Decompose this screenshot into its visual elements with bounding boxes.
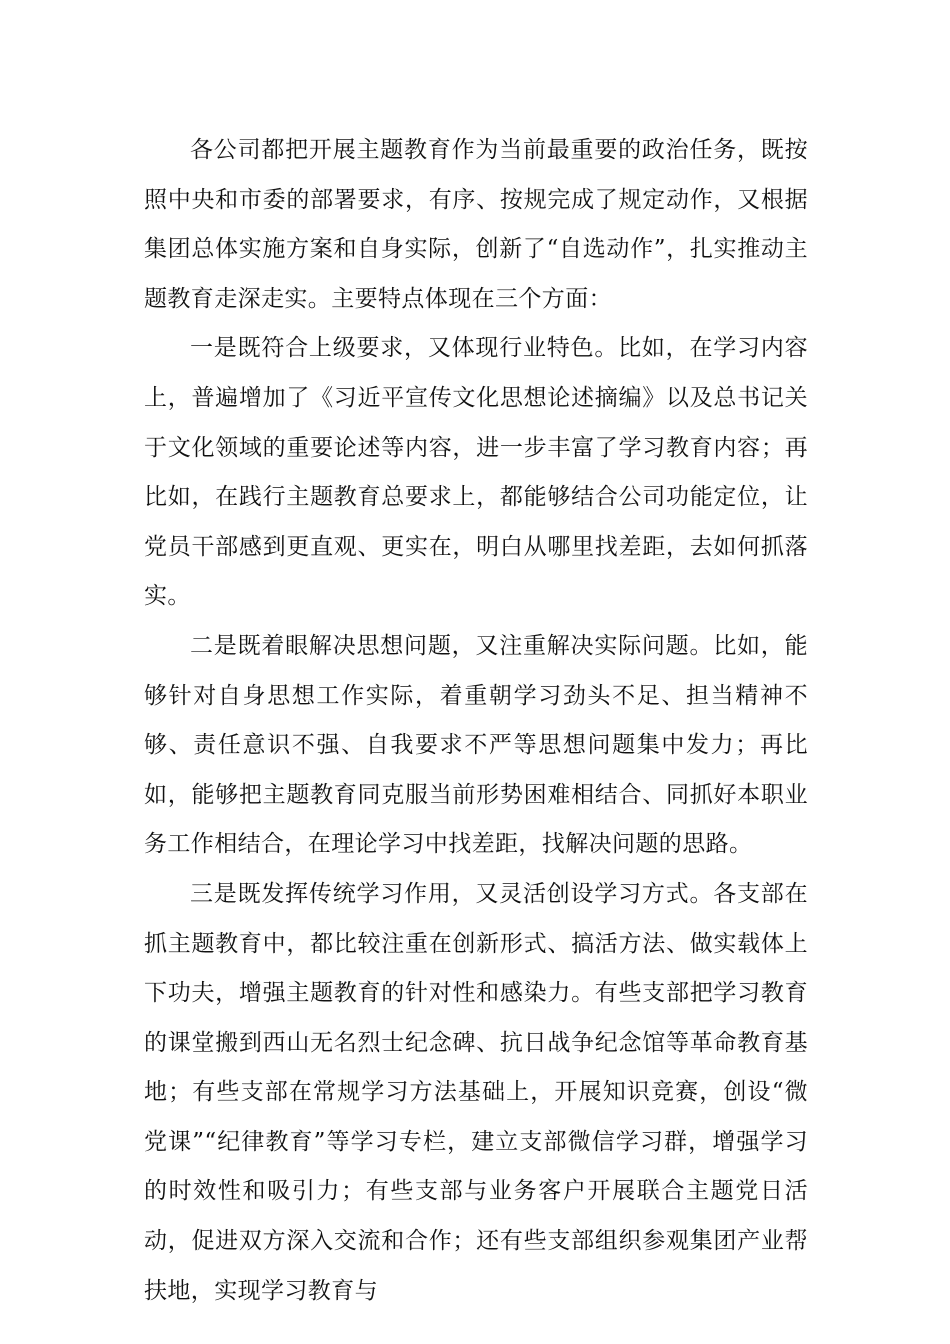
- document-body: [144, 126, 808, 1316]
- paragraph-point-two: 二是既着眼解决思想问题，又注重解决实际问题。比如，能够针对自身思想工作实际，着重朝学习劲头不足、担当精神不够、责任意识不强、自我要求不严等思想问题集中发力；再比如，能够把主题教育同克服当前形势困难相结合、同抓好本职业务工作相结合，在理论学习中找差距，找解决问题的思路。: [144, 632, 808, 858]
- paragraph-intro: 各公司都把开展主题教育作为当前最重要的政治任务，既按照中央和市委的部署要求，有序、按规完成了规定动作，又根据集团总体实施方案和自身实际，创新了“自选动作”，扎实推动主题教育走深走实。主要特点体现在三个方面：: [144, 137, 808, 312]
- paragraph-point-three: 三是既发挥传统学习作用，又灵活创设学习方式。各支部在抓主题教育中，都比较注重在创新形式、搞活方法、做实载体上下功夫，增强主题教育的针对性和感染力。有些支部把学习教育的课堂搬到西山无名烈士纪念碑、抗日战争纪念馆等革命教育基地；有些支部在常规学习方法基础上，开展知识竞赛，创设“微党课”“纪律教育”等学习专栏，建立支部微信学习群，增强学习的时效性和吸引力；有些支部与业务客户开展联合主题党日活动，促进双方深入交流和合作；还有些支部组织参观集团产业帮扶地，实现学习教育与: [144, 880, 808, 1304]
- paragraph-point-one: 一是既符合上级要求，又体现行业特色。比如，在学习内容上，普遍增加了《习近平宣传文化思想论述摘编》以及总书记关于文化领域的重要论述等内容，进一步丰富了学习教育内容；再比如，在践行主题教育总要求上，都能够结合公司功能定位，让党员干部感到更直观、更实在，明白从哪里找差距，去如何抓落实。: [144, 335, 808, 610]
